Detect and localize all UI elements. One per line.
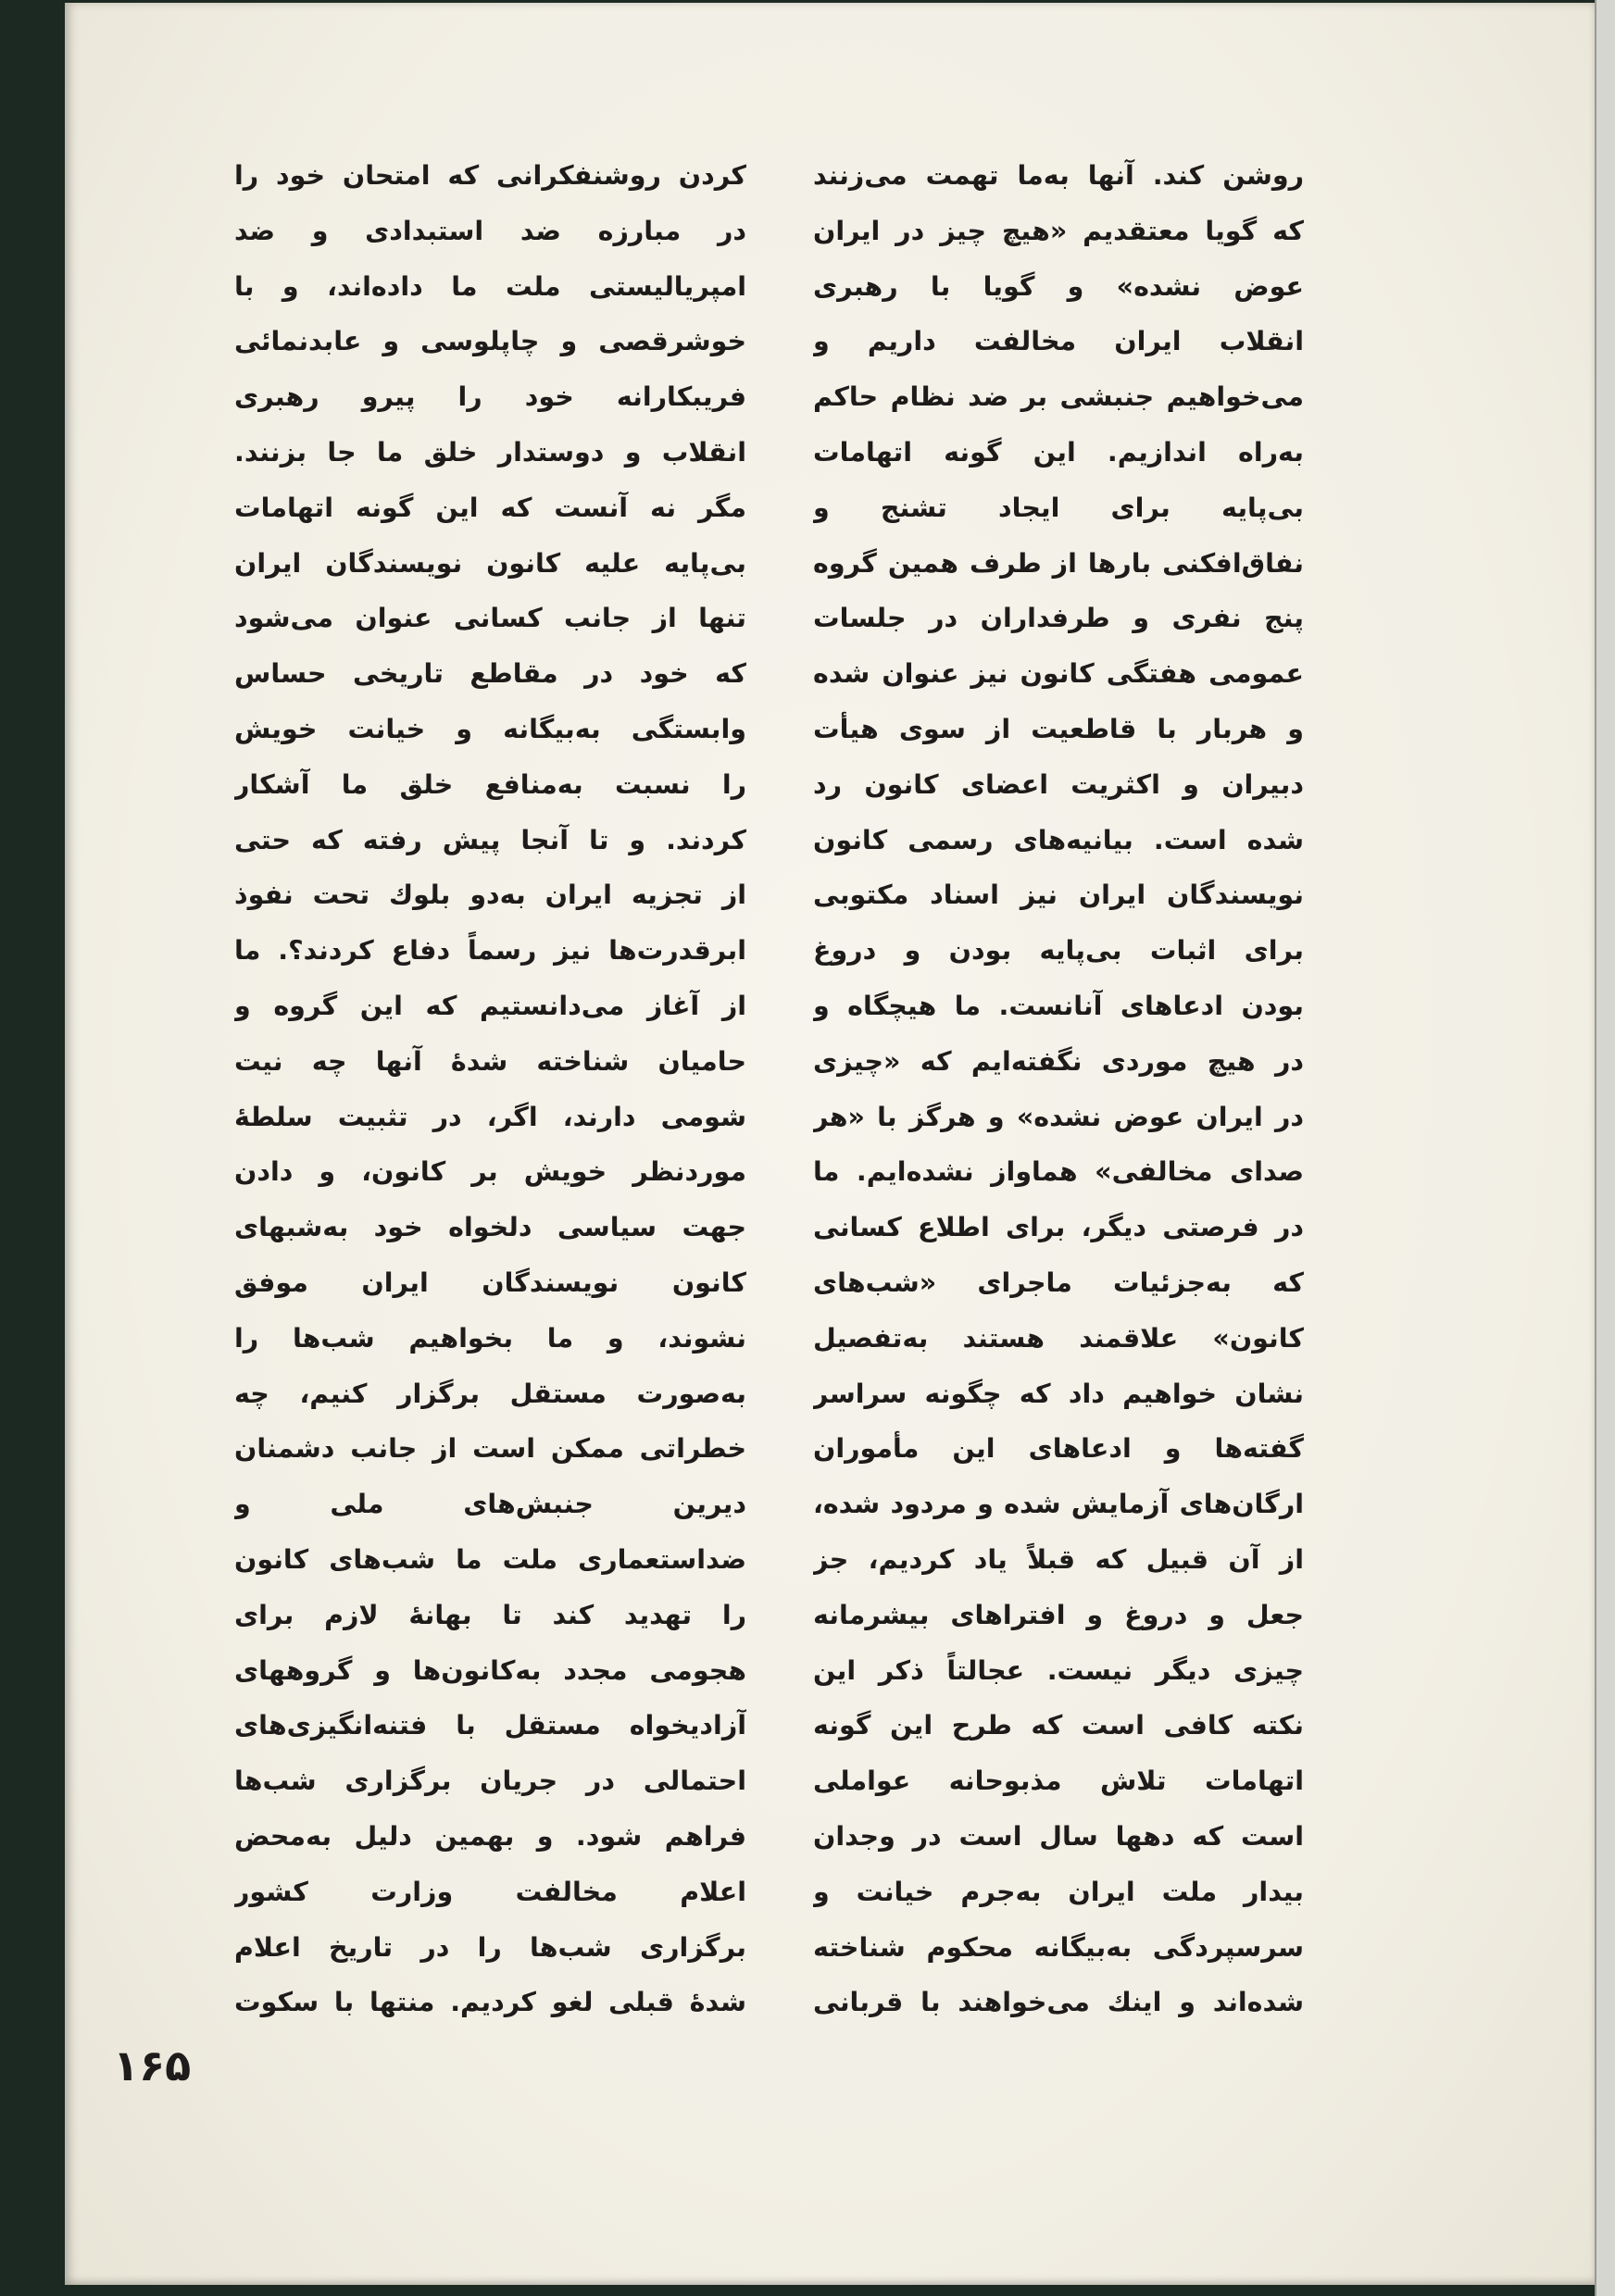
text-line: شدهٔ قبلی لغو کردیم. منتها با سکوت [234, 1987, 746, 2018]
text-line: سرسپردگی به‌بیگانه محکوم شناخته [813, 1931, 1304, 1963]
text-line: است که دهها سال است در وجدان [813, 1820, 1304, 1852]
text-column-left [234, 148, 746, 2030]
book-page [65, 3, 1595, 2285]
text-line: کانون نویسندگان ایران موفق [234, 1267, 746, 1298]
text-line: در مبارزه ضد استبدادی و ضد [234, 215, 746, 246]
text-line: به‌صورت مستقل برگزار کنیم، چه [234, 1378, 746, 1409]
text-line: جهت سیاسی دلخواه خود به‌شبهای [234, 1212, 746, 1243]
text-line: چیزی دیگر نیست. عجالتاً ذکر این [813, 1654, 1304, 1686]
text-line: شده‌اند و اینك می‌خواهند با قربانی [813, 1987, 1304, 2018]
text-line: بی‌پایه علیه کانون نویسندگان ایران [234, 547, 746, 579]
text-line: عوض نشده» و گویا با رهبری [813, 270, 1304, 302]
text-line: فریبکارانه خود را پیرو رهبری [234, 381, 746, 413]
text-line: در ایران عوض نشده» و هرگز با «هر [813, 1101, 1304, 1132]
text-line: انقلاب ایران مخالفت داریم و [813, 326, 1304, 357]
text-line: از آغاز می‌دانستیم که این گروه و [234, 990, 746, 1021]
text-line: هجومی مجدد به‌کانون‌ها و گروههای [234, 1654, 746, 1686]
text-line: را نسبت به‌منافع خلق ما آشکار [234, 768, 746, 800]
text-line: احتمالی در جریان برگزاری شب‌ها [234, 1766, 746, 1797]
text-line: امپریالیستی ملت ما داده‌اند، و با [234, 270, 746, 302]
scan-edge [1595, 0, 1615, 2296]
text-line: صدای مخالفی» هماواز نشده‌ایم. ما [813, 1156, 1304, 1188]
text-line: نشان خواهیم داد که چگونه سراسر [813, 1378, 1304, 1409]
text-line: و هربار با قاطعیت از سوی هیأت [813, 713, 1304, 744]
text-line: بیدار ملت ایران به‌جرم خیانت و [813, 1876, 1304, 1907]
text-line: اتهامات تلاش مذبوحانه عواملی [813, 1766, 1304, 1797]
text-line: بی‌پایه برای ایجاد تشنج و [813, 492, 1304, 523]
text-line: مگر نه آنست که این گونه اتهامات [234, 492, 746, 523]
text-line: به‌راه اندازیم. این گونه اتهامات [813, 436, 1304, 468]
text-line: کردند. و تا آنجا پیش رفته که حتی [234, 824, 746, 855]
text-line: شده است. بیانیه‌های رسمی کانون [813, 824, 1304, 855]
text-line: انقلاب و دوستدار خلق ما جا بزنند. [234, 436, 746, 468]
text-line: در هیچ موردی نگفته‌ایم که «چیزی [813, 1045, 1304, 1077]
text-line: می‌خواهیم جنبشی بر ضد نظام حاکم [813, 381, 1304, 413]
text-line: موردنظر خویش بر کانون، و دادن [234, 1156, 746, 1188]
text-line: از آن قبیل که قبلاً یاد کردیم، جز [813, 1543, 1304, 1575]
page-number: ۱۶۵ [113, 2040, 192, 2090]
text-line: شومی دارند، اگر، در تثبیت سلطهٔ [234, 1101, 746, 1132]
text-line: که خود در مقاطع تاریخی حساس [234, 658, 746, 690]
text-line: ابرقدرت‌ها نیز رسماً دفاع کردند؟. ما [234, 935, 746, 967]
text-line: برگزاری شب‌ها را در تاریخ اعلام [234, 1931, 746, 1963]
text-line: کردن روشنفکرانی که امتحان خود را [234, 160, 746, 191]
text-line: روشن کند. آنها به‌ما تهمت می‌زنند [813, 160, 1304, 191]
text-line: نفاق‌افکنی بارها از طرف همین گروه [813, 547, 1304, 579]
text-line: جعل و دروغ و افتراهای بیشرمانه [813, 1599, 1304, 1630]
text-line: ضداستعماری ملت ما شب‌های کانون [234, 1543, 746, 1575]
text-line: ارگان‌های آزمایش شده و مردود شده، [813, 1489, 1304, 1520]
text-line: که به‌جزئیات ماجرای «شب‌های [813, 1267, 1304, 1298]
text-line: خوشرقصی و چاپلوسی و عابدنمائی [234, 326, 746, 357]
text-line: نشوند، و ما بخواهیم شب‌ها را [234, 1322, 746, 1354]
text-line: کانون» علاقمند هستند به‌تفصیل [813, 1322, 1304, 1354]
text-column-right [813, 148, 1304, 2030]
text-line: از تجزیه ایران به‌دو بلوك تحت نفوذ [234, 880, 746, 911]
text-line: در فرصتی دیگر، برای اطلاع کسانی [813, 1212, 1304, 1243]
text-line: حامیان شناخته شدهٔ آنها چه نیت [234, 1045, 746, 1077]
text-line: وابستگی به‌بیگانه و خیانت خویش [234, 713, 746, 744]
text-line: را تهدید کند تا بهانهٔ لازم برای [234, 1599, 746, 1630]
text-line: دیرین جنبش‌های ملی و [234, 1489, 746, 1520]
text-line: اعلام مخالفت وزارت کشور [234, 1876, 746, 1907]
text-line: نویسندگان ایران نیز اسناد مکتوبی [813, 880, 1304, 911]
text-line: فراهم شود. و بهمین دلیل به‌محض [234, 1820, 746, 1852]
text-line: عمومی هفتگی کانون نیز عنوان شده [813, 658, 1304, 690]
text-line: آزادیخواه مستقل با فتنه‌انگیزی‌های [234, 1710, 746, 1741]
text-line: خطراتی ممکن است از جانب دشمنان [234, 1433, 746, 1465]
text-line: برای اثبات بی‌پایه بودن و دروغ [813, 935, 1304, 967]
text-line: دبیران و اکثریت اعضای کانون رد [813, 768, 1304, 800]
text-line: بودن ادعاهای آنانست. ما هیچگاه و [813, 990, 1304, 1021]
text-line: نکته کافی است که طرح این گونه [813, 1710, 1304, 1741]
text-line: که گویا معتقدیم «هیچ چیز در ایران [813, 215, 1304, 246]
text-line: تنها از جانب کسانی عنوان می‌شود [234, 603, 746, 634]
text-line: گفته‌ها و ادعاهای این مأموران [813, 1433, 1304, 1465]
text-line: پنج نفری و طرفداران در جلسات [813, 603, 1304, 634]
